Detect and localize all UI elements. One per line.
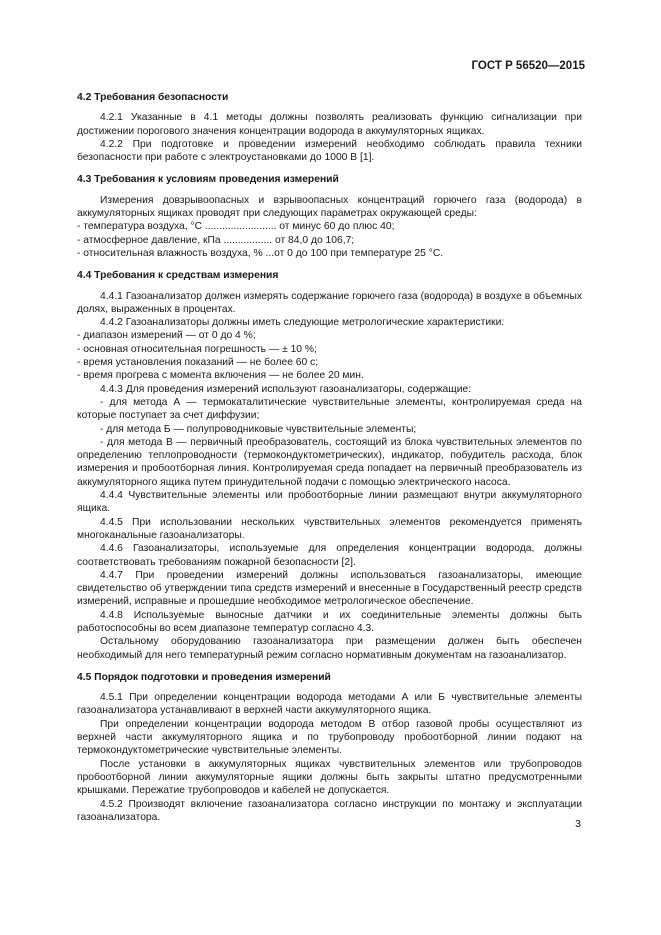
paragraph: 4.2.1 Указанные в 4.1 методы должны позволять реализовать функцию сигнализации при достижении порогового значения концентрации водорода в аккумуляторных ящиках. (77, 112, 582, 137)
paragraph: 4.4.4 Чувствительные элементы или пробоотборные линии размещают внутри аккумуляторного ящика. (77, 490, 582, 515)
list-item: - для метода А — термокаталитические чувствительные элементы, контролируемая среда на которые поступает за счет диффузии; (77, 396, 582, 422)
section-heading: 4.2 Требования безопасности (77, 92, 229, 103)
paragraph: 4.5.1 При определении концентрации водорода методами А или Б чувствительные элементы газоанализатора устанавливают в верхней части аккумуляторного ящика. (77, 692, 582, 717)
list-item: - для метода В — первичный преобразователь, состоящий из блока чувствительных элементов по определению теплопроводности (термокондуктометрических), индикатор, побудитель расхода, блок измерения и пробоотборная линия. Контролируемая среда попадает на первичный преобразователь из аккумуляторного ящика путем принудительной подачи с помощью электрического насоса. (77, 436, 582, 488)
section-heading: 4.3 Требования к условиям проведения измерений (77, 174, 339, 186)
document-id: ГОСТ Р 56520—2015 (471, 60, 585, 72)
paragraph: 4.4.5 При использовании нескольких чувствительных элементов рекомендуется применять многоканальные газоанализаторы. (77, 516, 582, 541)
paragraph: 4.2.2 При подготовке и проведении измерений необходимо соблюдать правила техники безопасности при работе с электроустановками до 1000 В [1]. (77, 138, 582, 164)
list-item: - для метода Б — полупроводниковые чувствительные элементы; (100, 423, 417, 435)
list-item: - время прогрева с момента включения — не более 20 мин. (77, 370, 364, 382)
paragraph: Измерения довзрывоопасных и взрывоопасных концентраций горючего газа (водорода) в аккумуляторных ящиках проводят при следующих параметрах окружающей среды: (77, 194, 582, 220)
paragraph: При определении концентрации водорода методом В отбор газовой пробы осуществляют из верхней части аккумуляторного ящика и по трубопроводу пробоотборной линии подают на термокондуктометрические чувствительные элементы. (77, 718, 582, 757)
list-item: - время установления показаний — не более 60 с; (77, 357, 319, 369)
paragraph: 4.4.8 Используемые выносные датчики и их соединительные элементы должны быть работоспособны во всем диапазоне температур согласно 4.3. (77, 609, 582, 634)
section-4-3 (77, 173, 582, 260)
section-heading: 4.5 Порядок подготовки и проведения измерений (77, 671, 331, 683)
section-4-2 (77, 91, 582, 164)
paragraph: 4.4.7 При проведении измерений должны использоваться газоанализаторы, имеющие свидетельство об утверждении типа средств измерений и внесенные в Государственный реестр средств измерений, исправные и прошедшие необходимое метрологическое обеспечение. (77, 569, 582, 608)
section-4-4 (77, 269, 582, 662)
list-item: - основная относительная погрешность — ± 10 %; (77, 343, 317, 355)
paragraph: 4.4.1 Газоанализатор должен измерять содержание горючего газа (водорода) в воздухе в объемных долях, выраженных в процентах. (77, 290, 582, 315)
paragraph: 4.4.2 Газоанализаторы должны иметь следующие метрологические характеристики: (100, 317, 505, 329)
list-item: - температура воздуха, °С ......................... от минус 60 до плюс 40; (77, 221, 395, 233)
paragraph: 4.4.6 Газоанализаторы, используемые для определения концентрации водорода, должны соответствовать требованиям пожарной безопасности [2]. (77, 543, 582, 568)
paragraph: 4.5.2 Производят включение газоанализатора согласно инструкции по монтажу и эксплуатации газоанализатора. (77, 798, 582, 823)
paragraph: После установки в аккумуляторных ящиках чувствительных элементов или трубопроводов пробоотборной линии аккумуляторные ящики должны быть закрыты штатно предусмотренными крышками. Пережатие трубопроводов и кабелей не допускается. (77, 758, 582, 797)
document-body (77, 91, 582, 824)
section-heading: 4.4 Требования к средствам измерения (77, 270, 279, 282)
paragraph: 4.4.3 Для проведения измерений используют газоанализаторы, содержащие: (100, 383, 472, 395)
list-item: - атмосферное давление, кПа ................. от 84,0 до 106,7; (77, 234, 355, 246)
paragraph: Остальному оборудованию газоанализатора при размещении должен быть обеспечен необходимый для него температурный режим согласно нормативным документам на газоанализатор. (77, 636, 582, 661)
list-item: - диапазон измерений — от 0 до 4 %; (77, 330, 256, 342)
list-item: - относительная влажность воздуха, % ...от 0 до 100 при температуре 25 °С. (77, 247, 444, 259)
section-4-5 (77, 671, 582, 824)
page-number: 3 (575, 818, 581, 830)
